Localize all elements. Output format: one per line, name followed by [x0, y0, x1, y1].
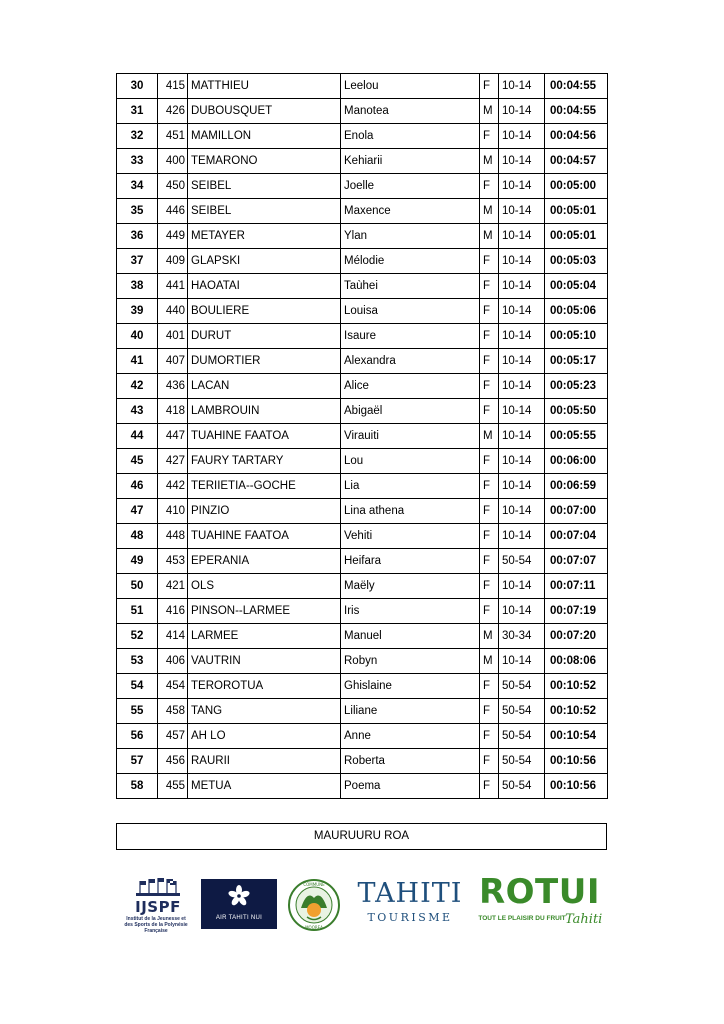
rank-cell: 58	[117, 774, 158, 799]
category-cell: 10-14	[499, 349, 545, 374]
surname-cell: LARMEE	[188, 624, 341, 649]
rotui-script: Tahiti	[565, 912, 603, 927]
rank-cell: 41	[117, 349, 158, 374]
sex-cell: F	[480, 724, 499, 749]
sex-cell: F	[480, 349, 499, 374]
table-row	[117, 199, 608, 224]
surname-cell: AH LO	[188, 724, 341, 749]
bib-cell: 447	[158, 424, 188, 449]
table-row	[117, 574, 608, 599]
category-cell: 10-14	[499, 374, 545, 399]
time-cell: 00:10:56	[545, 749, 608, 774]
category-cell: 50-54	[499, 774, 545, 799]
bib-cell: 454	[158, 674, 188, 699]
rank-cell: 52	[117, 624, 158, 649]
table-row	[117, 699, 608, 724]
firstname-cell: Ghislaine	[341, 674, 480, 699]
surname-cell: SEIBEL	[188, 199, 341, 224]
tiare-flower-icon	[228, 885, 250, 907]
firstname-cell: Taùhei	[341, 274, 480, 299]
rank-cell: 54	[117, 674, 158, 699]
results-table	[116, 73, 608, 799]
surname-cell: DUMORTIER	[188, 349, 341, 374]
time-cell: 00:05:23	[545, 374, 608, 399]
table-row	[117, 524, 608, 549]
table-row	[117, 624, 608, 649]
surname-cell: MAMILLON	[188, 124, 341, 149]
table-row	[117, 724, 608, 749]
sex-cell: F	[480, 749, 499, 774]
firstname-cell: Isaure	[341, 324, 480, 349]
rank-cell: 43	[117, 399, 158, 424]
time-cell: 00:04:56	[545, 124, 608, 149]
firstname-cell: Lina athena	[341, 499, 480, 524]
sex-cell: F	[480, 174, 499, 199]
commune-seal-logo	[287, 878, 341, 932]
table-row	[117, 749, 608, 774]
time-cell: 00:07:20	[545, 624, 608, 649]
time-cell: 00:06:00	[545, 449, 608, 474]
firstname-cell: Enola	[341, 124, 480, 149]
time-cell: 00:10:52	[545, 674, 608, 699]
flags-icon	[136, 878, 180, 896]
ijspf-name: IJSPF	[135, 898, 181, 916]
ijspf-subtitle: Institut de la Jeunesse et des Sports de la Polynésie Française	[124, 916, 188, 934]
surname-cell: MATTHIEU	[188, 74, 341, 99]
time-cell: 00:05:55	[545, 424, 608, 449]
rank-cell: 53	[117, 649, 158, 674]
bib-cell: 415	[158, 74, 188, 99]
rotui-name: ROTUI	[478, 872, 601, 912]
bib-cell: 453	[158, 549, 188, 574]
air-tahiti-nui-name: AIR TAHITI NUI	[215, 915, 263, 921]
category-cell: 50-54	[499, 549, 545, 574]
time-cell: 00:07:19	[545, 599, 608, 624]
sex-cell: M	[480, 424, 499, 449]
bib-cell: 427	[158, 449, 188, 474]
time-cell: 00:07:11	[545, 574, 608, 599]
results-body	[117, 74, 608, 799]
category-cell: 10-14	[499, 599, 545, 624]
category-cell: 10-14	[499, 649, 545, 674]
surname-cell: OLS	[188, 574, 341, 599]
rank-cell: 37	[117, 249, 158, 274]
time-cell: 00:04:57	[545, 149, 608, 174]
category-cell: 10-14	[499, 124, 545, 149]
commune-seal-icon	[287, 878, 341, 932]
sex-cell: F	[480, 374, 499, 399]
category-cell: 10-14	[499, 99, 545, 124]
bib-cell: 418	[158, 399, 188, 424]
bib-cell: 455	[158, 774, 188, 799]
category-cell: 50-54	[499, 699, 545, 724]
table-row	[117, 124, 608, 149]
surname-cell: METUA	[188, 774, 341, 799]
firstname-cell: Abigaël	[341, 399, 480, 424]
firstname-cell: Alice	[341, 374, 480, 399]
firstname-cell: Ylan	[341, 224, 480, 249]
firstname-cell: Mélodie	[341, 249, 480, 274]
time-cell: 00:05:01	[545, 224, 608, 249]
table-row	[117, 549, 608, 574]
category-cell: 10-14	[499, 224, 545, 249]
rank-cell: 57	[117, 749, 158, 774]
table-row	[117, 99, 608, 124]
rank-cell: 48	[117, 524, 158, 549]
firstname-cell: Kehiarii	[341, 149, 480, 174]
sex-cell: F	[480, 574, 499, 599]
table-row	[117, 174, 608, 199]
bib-cell: 446	[158, 199, 188, 224]
surname-cell: EPERANIA	[188, 549, 341, 574]
sex-cell: M	[480, 99, 499, 124]
svg-text:MOOREA: MOOREA	[305, 925, 323, 930]
bib-cell: 416	[158, 599, 188, 624]
bib-cell: 407	[158, 349, 188, 374]
category-cell: 10-14	[499, 299, 545, 324]
time-cell: 00:05:03	[545, 249, 608, 274]
sex-cell: F	[480, 449, 499, 474]
tahiti-tourisme-logo	[346, 878, 474, 932]
rank-cell: 47	[117, 499, 158, 524]
firstname-cell: Leelou	[341, 74, 480, 99]
category-cell: 50-54	[499, 724, 545, 749]
table-row	[117, 274, 608, 299]
bib-cell: 410	[158, 499, 188, 524]
bib-cell: 442	[158, 474, 188, 499]
rank-cell: 31	[117, 99, 158, 124]
category-cell: 50-54	[499, 749, 545, 774]
surname-cell: HAOATAI	[188, 274, 341, 299]
thanks-banner: MAURUURU ROA	[116, 823, 607, 850]
time-cell: 00:05:50	[545, 399, 608, 424]
rank-cell: 39	[117, 299, 158, 324]
sex-cell: F	[480, 549, 499, 574]
firstname-cell: Lou	[341, 449, 480, 474]
surname-cell: RAURII	[188, 749, 341, 774]
table-row	[117, 449, 608, 474]
firstname-cell: Lia	[341, 474, 480, 499]
bib-cell: 406	[158, 649, 188, 674]
table-row	[117, 499, 608, 524]
time-cell: 00:05:00	[545, 174, 608, 199]
time-cell: 00:04:55	[545, 99, 608, 124]
firstname-cell: Louisa	[341, 299, 480, 324]
time-cell: 00:05:04	[545, 274, 608, 299]
bib-cell: 400	[158, 149, 188, 174]
rank-cell: 35	[117, 199, 158, 224]
bib-cell: 457	[158, 724, 188, 749]
sex-cell: M	[480, 149, 499, 174]
table-row	[117, 649, 608, 674]
firstname-cell: Manuel	[341, 624, 480, 649]
time-cell: 00:05:01	[545, 199, 608, 224]
table-row	[117, 324, 608, 349]
sex-cell: F	[480, 599, 499, 624]
bib-cell: 421	[158, 574, 188, 599]
sex-cell: F	[480, 249, 499, 274]
category-cell: 10-14	[499, 524, 545, 549]
category-cell: 10-14	[499, 249, 545, 274]
table-row	[117, 299, 608, 324]
bib-cell: 441	[158, 274, 188, 299]
surname-cell: PINZIO	[188, 499, 341, 524]
rank-cell: 50	[117, 574, 158, 599]
category-cell: 10-14	[499, 474, 545, 499]
bib-cell: 449	[158, 224, 188, 249]
category-cell: 50-54	[499, 674, 545, 699]
time-cell: 00:10:56	[545, 774, 608, 799]
surname-cell: DURUT	[188, 324, 341, 349]
surname-cell: TUAHINE FAATOA	[188, 424, 341, 449]
time-cell: 00:06:59	[545, 474, 608, 499]
firstname-cell: Alexandra	[341, 349, 480, 374]
rank-cell: 45	[117, 449, 158, 474]
surname-cell: TANG	[188, 699, 341, 724]
firstname-cell: Robyn	[341, 649, 480, 674]
rank-cell: 30	[117, 74, 158, 99]
surname-cell: GLAPSKI	[188, 249, 341, 274]
table-row	[117, 424, 608, 449]
rank-cell: 44	[117, 424, 158, 449]
rank-cell: 56	[117, 724, 158, 749]
category-cell: 30-34	[499, 624, 545, 649]
svg-text:COMMUNE: COMMUNE	[303, 882, 325, 887]
surname-cell: TUAHINE FAATOA	[188, 524, 341, 549]
surname-cell: TERIIETIA--GOCHE	[188, 474, 341, 499]
time-cell: 00:05:17	[545, 349, 608, 374]
bib-cell: 414	[158, 624, 188, 649]
table-row	[117, 399, 608, 424]
firstname-cell: Liliane	[341, 699, 480, 724]
bib-cell: 436	[158, 374, 188, 399]
sponsor-logos	[0, 870, 724, 940]
firstname-cell: Virauiti	[341, 424, 480, 449]
sex-cell: F	[480, 324, 499, 349]
sex-cell: F	[480, 774, 499, 799]
rank-cell: 36	[117, 224, 158, 249]
rank-cell: 49	[117, 549, 158, 574]
category-cell: 10-14	[499, 499, 545, 524]
surname-cell: BOULIERE	[188, 299, 341, 324]
surname-cell: METAYER	[188, 224, 341, 249]
firstname-cell: Manotea	[341, 99, 480, 124]
category-cell: 10-14	[499, 399, 545, 424]
firstname-cell: Vehiti	[341, 524, 480, 549]
firstname-cell: Poema	[341, 774, 480, 799]
surname-cell: TEROROTUA	[188, 674, 341, 699]
bib-cell: 409	[158, 249, 188, 274]
time-cell: 00:07:07	[545, 549, 608, 574]
surname-cell: FAURY TARTARY	[188, 449, 341, 474]
sex-cell: F	[480, 699, 499, 724]
table-row	[117, 349, 608, 374]
rank-cell: 34	[117, 174, 158, 199]
time-cell: 00:07:00	[545, 499, 608, 524]
bib-cell: 440	[158, 299, 188, 324]
sex-cell: F	[480, 674, 499, 699]
rotui-tagline: TOUT LE PLAISIR DU FRUIT	[478, 915, 566, 922]
category-cell: 10-14	[499, 324, 545, 349]
rotui-logo	[477, 872, 602, 934]
category-cell: 10-14	[499, 199, 545, 224]
table-row	[117, 374, 608, 399]
table-row	[117, 774, 608, 799]
category-cell: 10-14	[499, 424, 545, 449]
tahiti-tourisme-subtitle: TOURISME	[367, 911, 453, 924]
category-cell: 10-14	[499, 174, 545, 199]
surname-cell: TEMARONO	[188, 149, 341, 174]
firstname-cell: Roberta	[341, 749, 480, 774]
rank-cell: 42	[117, 374, 158, 399]
surname-cell: LAMBROUIN	[188, 399, 341, 424]
table-row	[117, 249, 608, 274]
sex-cell: F	[480, 399, 499, 424]
bib-cell: 450	[158, 174, 188, 199]
category-cell: 10-14	[499, 149, 545, 174]
sex-cell: M	[480, 224, 499, 249]
sex-cell: M	[480, 199, 499, 224]
bib-cell: 448	[158, 524, 188, 549]
firstname-cell: Maëly	[341, 574, 480, 599]
category-cell: 10-14	[499, 449, 545, 474]
firstname-cell: Joelle	[341, 174, 480, 199]
rank-cell: 40	[117, 324, 158, 349]
bib-cell: 401	[158, 324, 188, 349]
time-cell: 00:10:52	[545, 699, 608, 724]
tahiti-tourisme-name: TAHITI	[357, 878, 463, 909]
rank-cell: 38	[117, 274, 158, 299]
rank-cell: 33	[117, 149, 158, 174]
sex-cell: F	[480, 299, 499, 324]
table-row	[117, 674, 608, 699]
air-tahiti-nui-logo	[201, 879, 277, 929]
firstname-cell: Maxence	[341, 199, 480, 224]
surname-cell: PINSON--LARMEE	[188, 599, 341, 624]
surname-cell: SEIBEL	[188, 174, 341, 199]
sex-cell: F	[480, 474, 499, 499]
rank-cell: 46	[117, 474, 158, 499]
firstname-cell: Iris	[341, 599, 480, 624]
sex-cell: F	[480, 74, 499, 99]
sex-cell: F	[480, 499, 499, 524]
bib-cell: 458	[158, 699, 188, 724]
table-row	[117, 224, 608, 249]
time-cell: 00:08:06	[545, 649, 608, 674]
category-cell: 10-14	[499, 574, 545, 599]
ijspf-logo	[120, 878, 192, 936]
firstname-cell: Heifara	[341, 549, 480, 574]
time-cell: 00:05:06	[545, 299, 608, 324]
category-cell: 10-14	[499, 274, 545, 299]
rank-cell: 32	[117, 124, 158, 149]
time-cell: 00:07:04	[545, 524, 608, 549]
category-cell: 10-14	[499, 74, 545, 99]
sex-cell: M	[480, 624, 499, 649]
surname-cell: DUBOUSQUET	[188, 99, 341, 124]
table-row	[117, 74, 608, 99]
time-cell: 00:05:10	[545, 324, 608, 349]
table-row	[117, 599, 608, 624]
sex-cell: F	[480, 274, 499, 299]
bib-cell: 456	[158, 749, 188, 774]
surname-cell: VAUTRIN	[188, 649, 341, 674]
sex-cell: M	[480, 649, 499, 674]
bib-cell: 451	[158, 124, 188, 149]
time-cell: 00:10:54	[545, 724, 608, 749]
sex-cell: F	[480, 124, 499, 149]
rank-cell: 55	[117, 699, 158, 724]
rank-cell: 51	[117, 599, 158, 624]
table-row	[117, 149, 608, 174]
firstname-cell: Anne	[341, 724, 480, 749]
surname-cell: LACAN	[188, 374, 341, 399]
bib-cell: 426	[158, 99, 188, 124]
sex-cell: F	[480, 524, 499, 549]
time-cell: 00:04:55	[545, 74, 608, 99]
table-row	[117, 474, 608, 499]
